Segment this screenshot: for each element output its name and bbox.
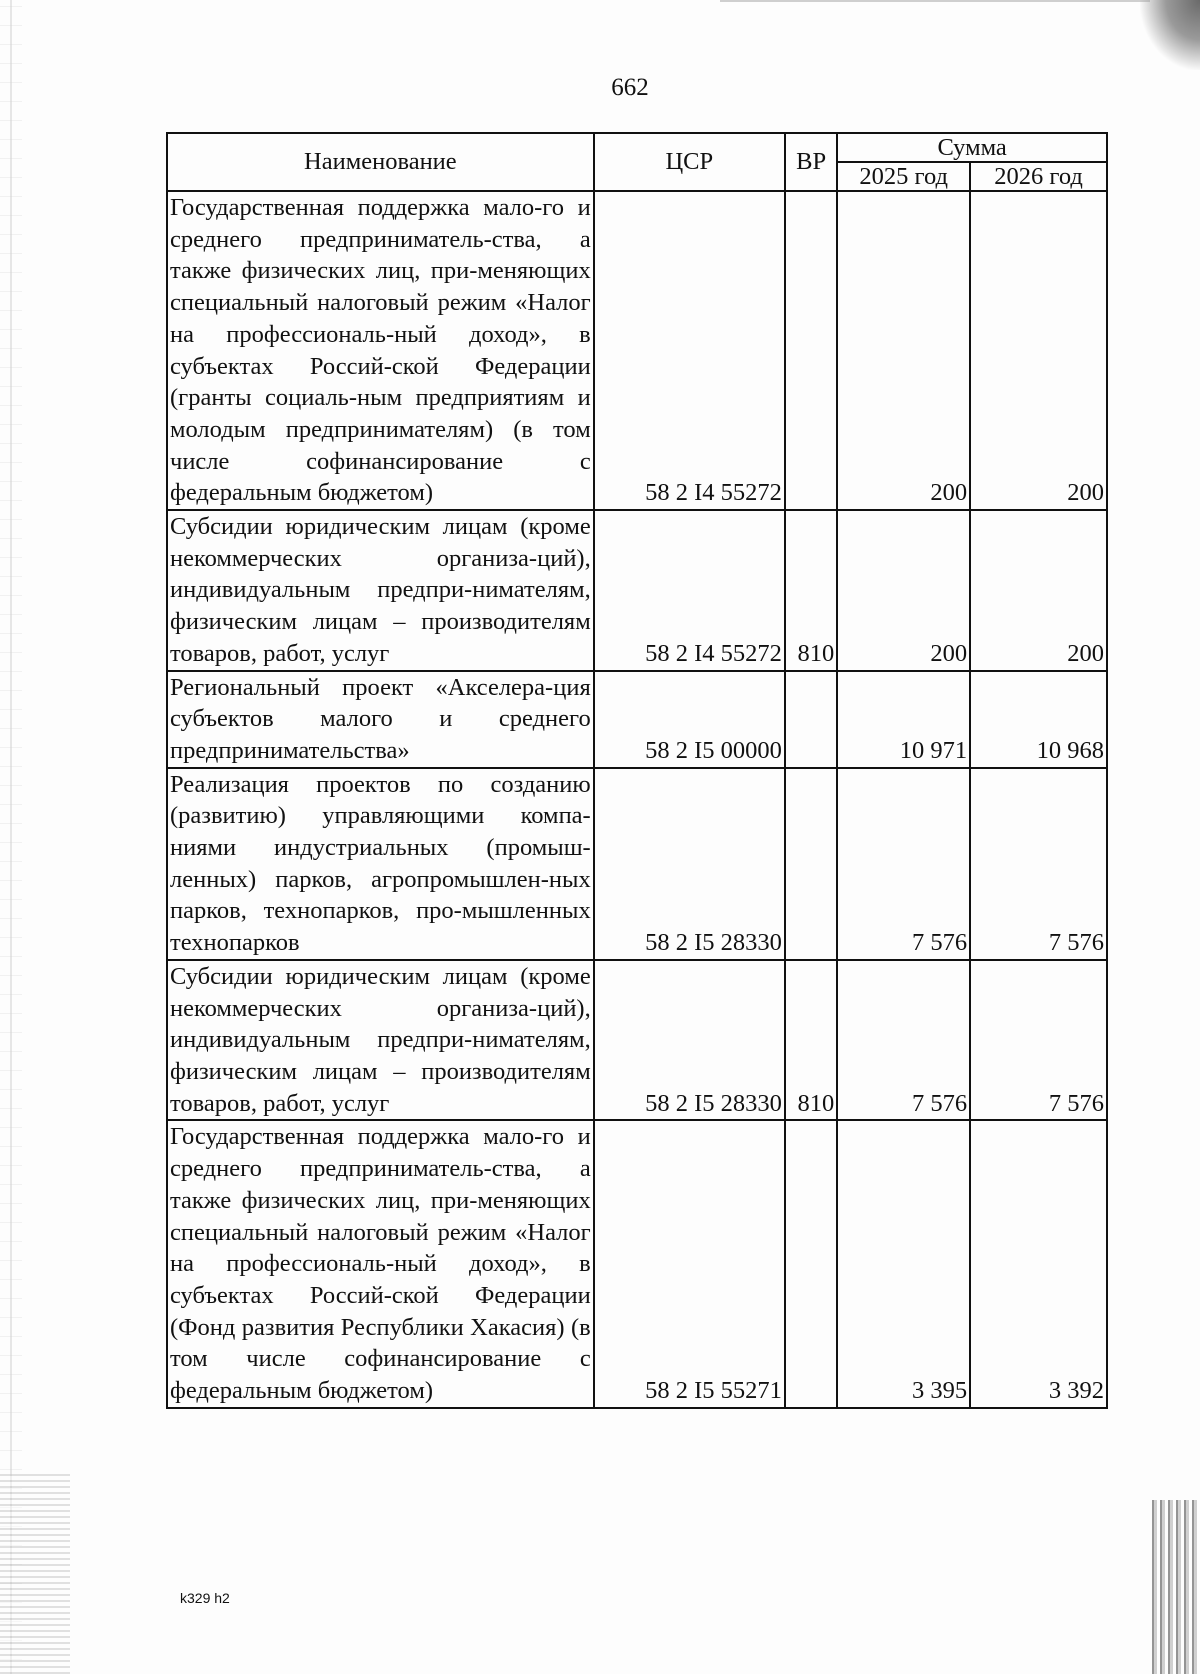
row-amount-2026: 200 (970, 510, 1107, 671)
table-body (167, 191, 1107, 1408)
row-amount-2026: 3 392 (970, 1120, 1107, 1407)
row-amount-2025: 200 (837, 191, 970, 510)
row-name: Государственная поддержка мало-го и среднего предприниматель-ства, а также физических лиц, при-меняющих специальный налоговый режим «Налог на профессиональ-ный доход», в субъектах Россий-ской Федерации (гранты социаль-ным предприятиям и молодым предпринимателям) (в том числе софинансирование с федеральным бюджетом) (167, 191, 594, 510)
header-csr: ЦСР (594, 133, 785, 191)
header-vr: ВР (785, 133, 837, 191)
row-name: Реализация проектов по созданию (развитию) управляющими компа-ниями индустриальных (промыш-ленных) парков, агропромышлен-ных парков, технопарков, про-мышленных технопарков (167, 768, 594, 960)
row-amount-2025: 7 576 (837, 768, 970, 960)
row-amount-2025: 3 395 (837, 1120, 970, 1407)
table-row (167, 671, 1107, 768)
row-name: Государственная поддержка мало-го и среднего предприниматель-ства, а также физических лиц, при-меняющих специальный налоговый режим «Налог на профессиональ-ный доход», в субъектах Россий-ской Федерации (Фонд развития Республики Хакасия) (в том числе софинансирование с федеральным бюджетом) (167, 1120, 594, 1407)
row-name: Субсидии юридическим лицам (кроме некоммерческих организа-ций), индивидуальным предпри-нимателям, физическим лицам – производителям товаров, работ, услуг (167, 960, 594, 1121)
row-csr: 58 2 I5 55271 (594, 1120, 785, 1407)
row-amount-2026: 200 (970, 191, 1107, 510)
page-number: 662 (611, 74, 649, 101)
row-amount-2026: 10 968 (970, 671, 1107, 768)
row-vr (785, 671, 837, 768)
header-year-2025: 2025 год (837, 162, 970, 191)
table-row (167, 768, 1107, 960)
scan-edge-right (1152, 1500, 1200, 1674)
row-vr (785, 768, 837, 960)
footer-code: k329 h2 (180, 1590, 230, 1606)
row-csr: 58 2 I4 55272 (594, 191, 785, 510)
row-name: Региональный проект «Акселера-ция субъектов малого и среднего предпринимательства» (167, 671, 594, 768)
row-csr: 58 2 I5 28330 (594, 768, 785, 960)
row-amount-2026: 7 576 (970, 768, 1107, 960)
row-vr (785, 191, 837, 510)
row-name: Субсидии юридическим лицам (кроме некоммерческих организа-ций), индивидуальным предпри-нимателям, физическим лицам – производителям товаров, работ, услуг (167, 510, 594, 671)
scan-line-left (10, 0, 12, 1674)
budget-table (166, 132, 1108, 1409)
table-row (167, 960, 1107, 1121)
header-name: Наименование (167, 133, 594, 191)
row-csr: 58 2 I5 00000 (594, 671, 785, 768)
scan-corner-top-right (1140, 0, 1200, 70)
scan-corner-bottom-left (0, 1474, 70, 1674)
row-vr: 810 (785, 510, 837, 671)
header-sum: Сумма (837, 133, 1107, 162)
table-row (167, 510, 1107, 671)
table-row (167, 1120, 1107, 1407)
table-row (167, 191, 1107, 510)
row-csr: 58 2 I5 28330 (594, 960, 785, 1121)
row-vr (785, 1120, 837, 1407)
scan-top-line (720, 0, 1150, 2)
row-vr: 810 (785, 960, 837, 1121)
table-header (167, 133, 1107, 191)
row-amount-2025: 200 (837, 510, 970, 671)
row-csr: 58 2 I4 55272 (594, 510, 785, 671)
header-year-2026: 2026 год (970, 162, 1107, 191)
row-amount-2025: 10 971 (837, 671, 970, 768)
row-amount-2026: 7 576 (970, 960, 1107, 1121)
row-amount-2025: 7 576 (837, 960, 970, 1121)
